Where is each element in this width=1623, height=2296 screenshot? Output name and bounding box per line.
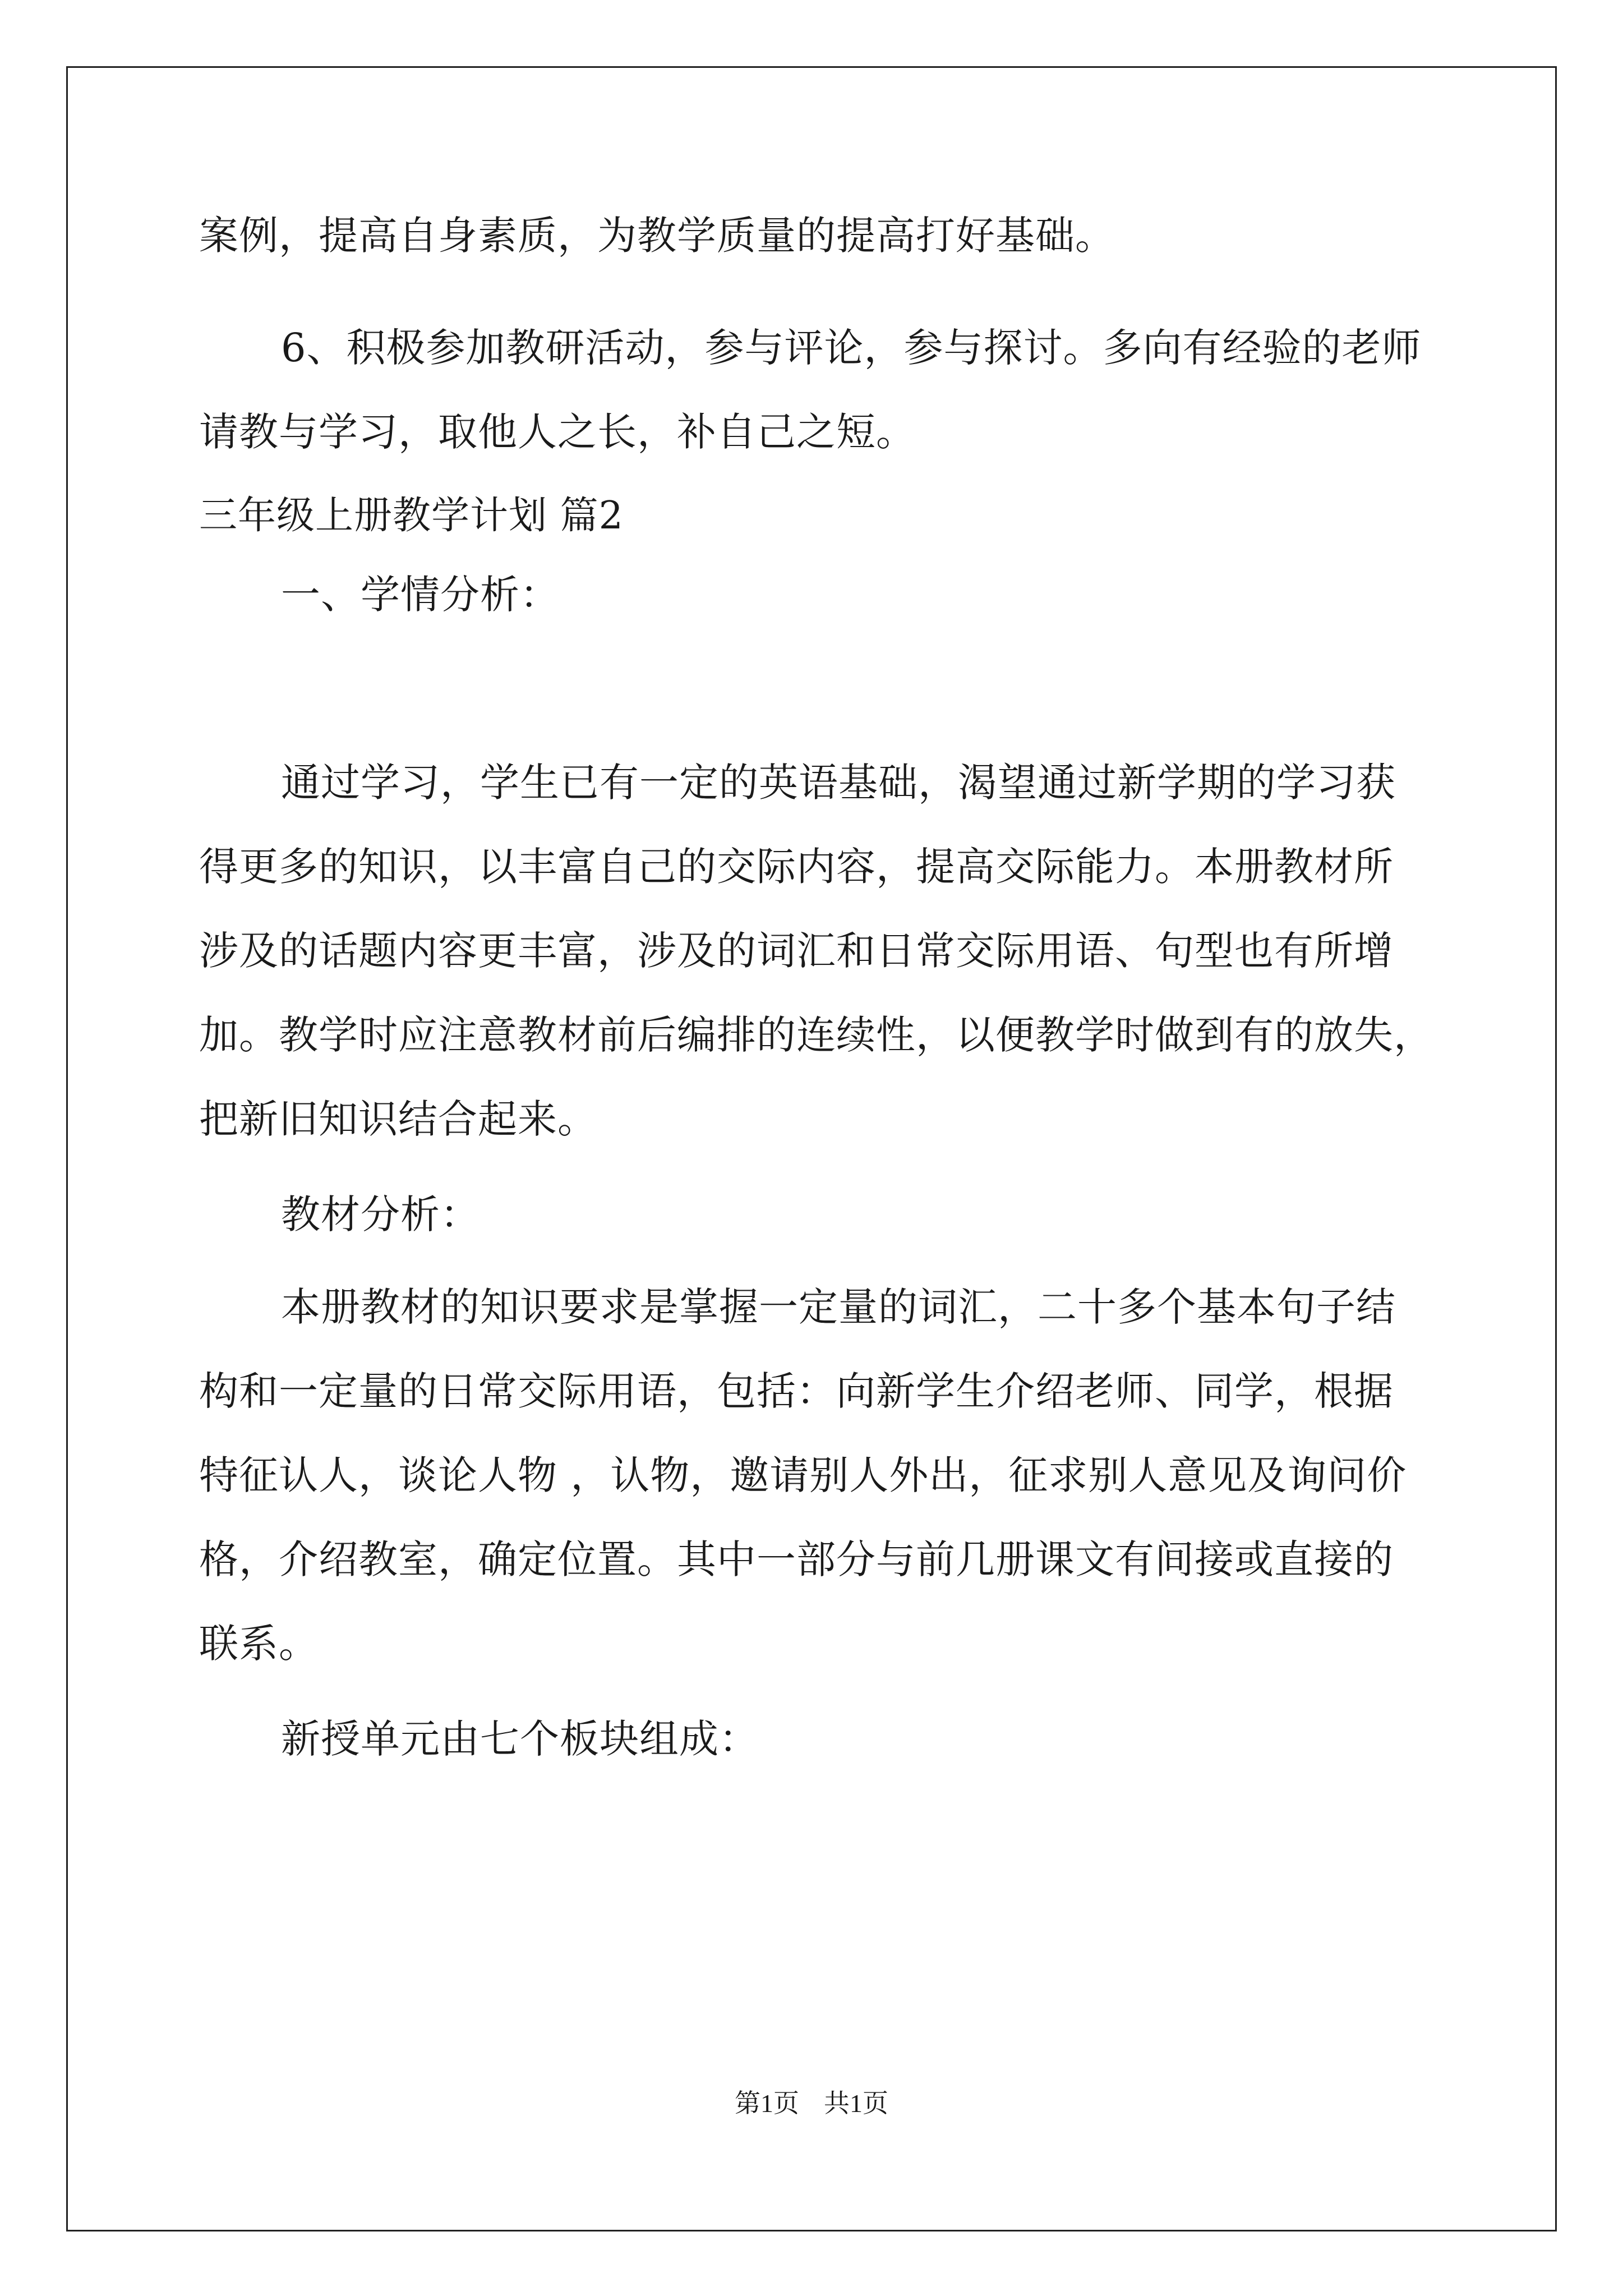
paragraph-line: 构和一定量的日常交际用语，包括：向新学生介绍老师、同学，根据 bbox=[199, 1368, 1394, 1414]
paragraph-line: 把新旧知识结合起来。 bbox=[199, 1096, 597, 1142]
subsection-heading: 新授单元由七个板块组成： bbox=[281, 1716, 759, 1762]
paragraph-line: 请教与学习，取他人之长，补自己之短。 bbox=[199, 409, 916, 455]
paragraph-line: 特征认人，谈论人物 ，认物，邀请别人外出，征求别人意见及询问价 bbox=[199, 1452, 1407, 1498]
subsection-heading: 一、学情分析： bbox=[281, 572, 560, 618]
paragraph-line: 本册教材的知识要求是掌握一定量的词汇，二十多个基本句子结 bbox=[281, 1284, 1396, 1330]
page-total: 共1页 bbox=[824, 2089, 888, 2118]
page-footer bbox=[0, 2087, 1623, 2120]
section-heading: 三年级上册教学计划 篇2 bbox=[199, 494, 624, 538]
paragraph-line: 得更多的知识，以丰富自己的交际内容，提高交际能力。本册教材所 bbox=[199, 844, 1394, 890]
page-border bbox=[66, 66, 1557, 2231]
paragraph-line: 涉及的话题内容更丰富，涉及的词汇和日常交际用语、句型也有所增 bbox=[199, 928, 1394, 974]
paragraph-line: 格，介绍教室，确定位置。其中一部分与前几册课文有间接或直接的 bbox=[199, 1536, 1394, 1582]
paragraph-line: 6、积极参加教研活动，参与评论，参与探讨。多向有经验的老师 bbox=[281, 325, 1422, 371]
paragraph-line: 案例，提高自身素质，为教学质量的提高打好基础。 bbox=[199, 213, 1115, 259]
paragraph-line: 加。教学时应注意教材前后编排的连续性，以便教学时做到有的放失， bbox=[199, 1012, 1433, 1058]
paragraph-line: 联系。 bbox=[199, 1621, 319, 1667]
page-number: 第1页 bbox=[735, 2089, 799, 2118]
subsection-heading: 教材分析： bbox=[281, 1191, 480, 1237]
paragraph-line: 通过学习，学生已有一定的英语基础，渴望通过新学期的学习获 bbox=[281, 760, 1396, 806]
